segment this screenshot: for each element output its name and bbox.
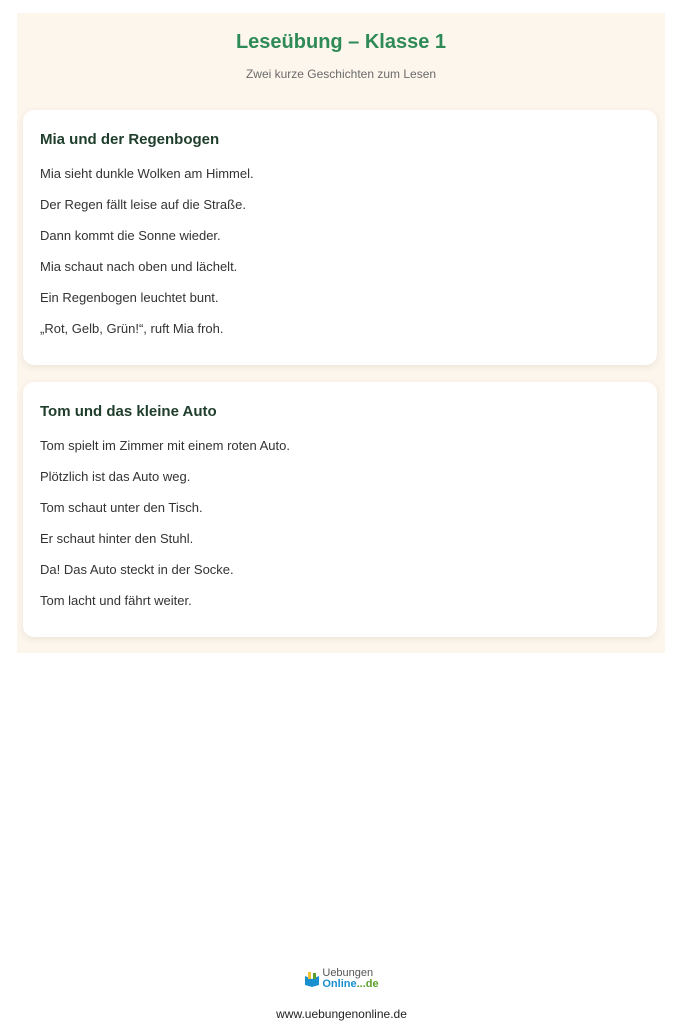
story-line: Da! Das Auto steckt in der Socke. bbox=[40, 562, 234, 577]
site-logo: Uebungen Online...de bbox=[0, 968, 683, 990]
story-card-1 bbox=[23, 110, 657, 365]
story-title: Tom und das kleine Auto bbox=[40, 403, 217, 420]
story-card-2 bbox=[23, 382, 657, 637]
story-line: Dann kommt die Sonne wieder. bbox=[40, 228, 221, 243]
story-line: Tom spielt im Zimmer mit einem roten Auto. bbox=[40, 438, 290, 453]
book-icon bbox=[304, 971, 320, 987]
story-line: Tom schaut unter den Tisch. bbox=[40, 500, 203, 515]
story-title: Mia und der Regenbogen bbox=[40, 131, 220, 148]
story-line: „Rot, Gelb, Grün!“, ruft Mia froh. bbox=[40, 321, 224, 336]
story-line: Ein Regenbogen leuchtet bunt. bbox=[40, 290, 219, 305]
worksheet-panel bbox=[17, 13, 665, 653]
story-line: Tom lacht und fährt weiter. bbox=[40, 593, 192, 608]
story-line: Mia sieht dunkle Wolken am Himmel. bbox=[40, 166, 254, 181]
page-subtitle: Zwei kurze Geschichten zum Lesen bbox=[245, 67, 437, 81]
story-line: Mia schaut nach oben und lächelt. bbox=[40, 259, 238, 274]
story-line: Plötzlich ist das Auto weg. bbox=[40, 469, 191, 484]
footer-url: www.uebungenonline.de bbox=[276, 1007, 407, 1021]
story-line: Der Regen fällt leise auf die Straße. bbox=[40, 197, 246, 212]
story-line: Er schaut hinter den Stuhl. bbox=[40, 531, 194, 546]
page-title: Leseübung – Klasse 1 bbox=[235, 31, 447, 53]
